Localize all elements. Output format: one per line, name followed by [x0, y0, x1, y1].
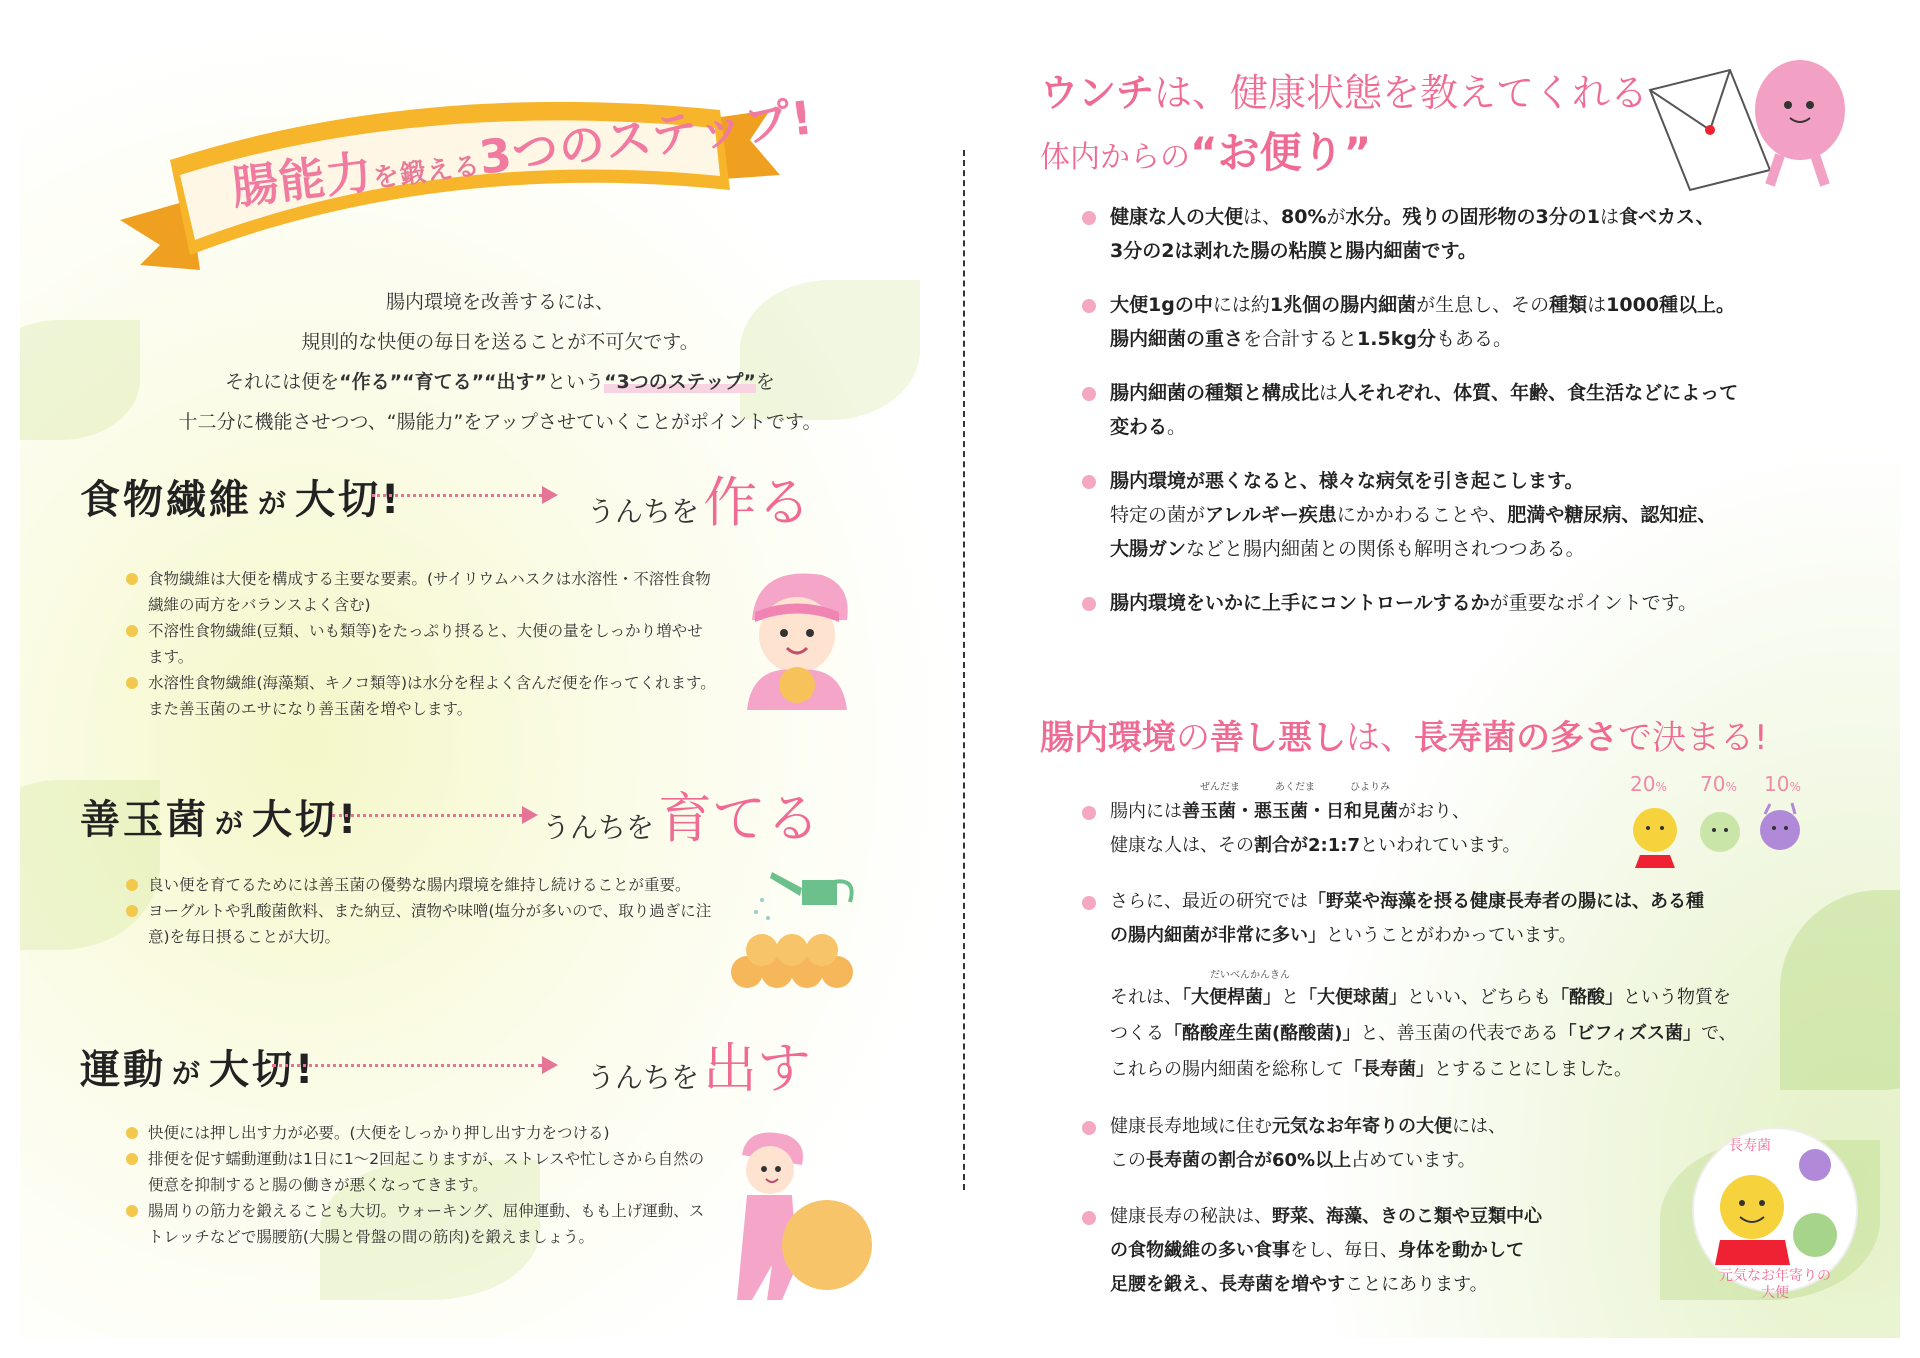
fact-bold: 腸内細菌の種類と構成比 — [1110, 382, 1320, 404]
character-with-letter-icon — [1640, 50, 1860, 200]
percent-good — [1630, 772, 1667, 796]
bullet-item: 排便を促す蠕動運動は1日に1〜2回起こりますが、ストレスや忙しさから自然の便意を抑制すると腸の働きが悪くなってきます。 — [126, 1146, 716, 1198]
fact-text: さらに、最近の研究では — [1110, 891, 1308, 912]
fact-item — [1082, 464, 1882, 566]
fact-bold: の腸内細菌が非常に多い」 — [1110, 925, 1326, 946]
fact-bold: 人それぞれ、体質、年齢、食生活などによって — [1338, 382, 1739, 404]
fact-text: ことにあります。 — [1345, 1274, 1488, 1295]
fact-item — [1082, 376, 1882, 444]
percent-bad — [1764, 772, 1801, 796]
unchi-big: 作る — [703, 471, 812, 534]
fact-text: には、 — [1452, 1116, 1506, 1137]
fact-text: が生息し、その — [1416, 294, 1550, 316]
unchi-small: うんちを — [587, 1061, 700, 1094]
fact-bold: 肥満や糖尿病、認知症、 — [1507, 504, 1717, 526]
step-title-main: 食物繊維 — [80, 477, 252, 523]
fact-bold: 野菜、海藻、きのこ類や豆類中心 — [1272, 1206, 1542, 1227]
left-panel — [20, 20, 965, 1338]
intro-highlight-underline: “3つのステップ” — [604, 371, 756, 393]
fact-bold: 大便1gの中 — [1110, 294, 1213, 316]
fact-text: つくる — [1110, 1023, 1164, 1044]
step-bullets — [126, 1120, 716, 1250]
unchi-big: 育てる — [658, 787, 821, 850]
dotted-arrow-line — [272, 1064, 542, 1067]
section-title-longevity — [1040, 710, 1768, 759]
fact-bold: 腸内細菌の重さ — [1110, 328, 1244, 350]
intro-line — [120, 362, 880, 402]
section-title-unchi — [1040, 62, 1648, 117]
step-bullets — [126, 872, 716, 950]
percent-value: 20 — [1630, 772, 1656, 796]
fact-bold: 腸内環境が悪くなると、様々な病気を引き起こします。 — [1110, 470, 1584, 492]
unchi-big: 出す — [703, 1037, 812, 1100]
fact-text: 健康長寿の秘訣は、 — [1110, 1206, 1272, 1227]
step-push — [62, 1030, 922, 1330]
intro-line: 十二分に機能させつつ、“腸能力”をアップさせていくことがポイントです。 — [178, 411, 822, 433]
fact-bold: 種類 — [1549, 294, 1588, 316]
title-text: 体内からの — [1040, 140, 1190, 175]
ruby-daiben: だいべんかんきん — [1210, 970, 1290, 981]
fact-bold: 「酪酸産生菌(酪酸菌)」 — [1164, 1023, 1361, 1044]
step-title-tail: 大切! — [209, 1047, 317, 1093]
step-title — [80, 468, 402, 525]
intro-text — [120, 282, 880, 442]
bacteria-list — [1082, 795, 1642, 863]
fact-bold: 1000種以上。 — [1606, 294, 1736, 316]
fact-text: という物質を — [1623, 987, 1731, 1008]
fact-text: といわれています。 — [1359, 835, 1521, 856]
fact-bold: 1兆個の腸内細菌 — [1269, 294, 1417, 316]
step-title-particle: が — [258, 487, 290, 520]
percent-unit: % — [1789, 780, 1801, 794]
step-title-main: 運動 — [80, 1047, 166, 1093]
fact-text: 占めています。 — [1351, 1150, 1476, 1171]
percent-unit: % — [1725, 780, 1737, 794]
bullet-item: 快便には押し出す力が必要。(大便をしっかり押し出す力をつける) — [126, 1120, 716, 1146]
fact-bold: 「野菜や海藻を摂る健康長寿者の腸には、ある種 — [1308, 891, 1704, 912]
title-highlight: 腸内環境 — [1040, 718, 1176, 758]
step-title-main: 善玉菌 — [80, 797, 209, 843]
percent-value: 10 — [1764, 772, 1790, 796]
fact-text: をし、毎日、 — [1290, 1240, 1398, 1261]
intro-text-span: を — [755, 371, 775, 393]
fact-bold: 元気なお年寄りの大便 — [1272, 1116, 1452, 1137]
arrow-head-icon — [542, 1056, 558, 1074]
title-highlight: 善し悪し — [1210, 718, 1346, 758]
fact-text: は — [1599, 206, 1619, 228]
fact-text: などと腸内細菌との関係も解明されつつある。 — [1186, 538, 1585, 560]
intro-highlight: “作る”“育てる”“出す” — [339, 371, 548, 393]
bullet-item: ヨーグルトや乳酸菌飲料、また納豆、漬物や味噌(塩分が多いので、取り過ぎに注意)を毎日摂ることが大切。 — [126, 898, 716, 950]
fact-text: これらの腸内細菌を総称して — [1110, 1059, 1344, 1080]
fact-text: 健康長寿地域に住む — [1110, 1116, 1272, 1137]
fact-text: 。 — [1167, 416, 1187, 438]
bullet-item: 良い便を育てるためには善玉菌の優勢な腸内環境を維持し続けることが重要。 — [126, 872, 716, 898]
fact-bold: 3分の2は剥れた腸の粘膜と腸内細菌です。 — [1110, 240, 1477, 262]
step-title-tail: 大切! — [252, 797, 360, 843]
bullet-item: 水溶性食物繊維(海藻類、キノコ類等)は水分を程よく含んだ便を作ってくれます。また善玉菌のエサになり善玉菌を増やします。 — [126, 670, 716, 722]
fact-bold: 善玉菌・悪玉菌・日和見菌 — [1182, 801, 1398, 822]
bullet-item: 食物繊維は大便を構成する主要な要素。(サイリウムハスクは水溶性・不溶性食物繊維の両方をバランスよく含む) — [126, 566, 716, 618]
fact-item — [1082, 288, 1882, 356]
health-facts-list — [1082, 200, 1882, 620]
ruby-zen: ぜんだま — [1200, 782, 1240, 793]
longevity-explanation — [1110, 980, 1890, 1088]
fact-bold: 身体を動かして — [1398, 1240, 1524, 1261]
fact-text: この — [1110, 1150, 1146, 1171]
fact-text: 健康な人は、その — [1110, 835, 1254, 856]
bacteria-characters-icon — [1620, 800, 1820, 870]
fact-text: を合計すると — [1243, 328, 1358, 350]
research-list — [1082, 885, 1882, 953]
step-title-tail: 大切! — [295, 477, 403, 523]
fact-bold: 長寿菌の割合が60%以上 — [1146, 1150, 1352, 1171]
fact-text: と、善玉菌の代表である — [1360, 1023, 1559, 1044]
step-title-particle: が — [215, 807, 247, 840]
fact-bold: 水分。残りの固形物の3分の1 — [1345, 206, 1600, 228]
explanation-line — [1110, 980, 1890, 1016]
fact-text: が重要なポイントです。 — [1489, 592, 1698, 614]
fact-text: には約 — [1212, 294, 1270, 316]
fact-text: が — [1326, 206, 1346, 228]
fact-text: といい、どちらも — [1407, 987, 1551, 1008]
character-holding-ball-icon — [727, 560, 867, 710]
watering-can-icon — [722, 860, 872, 1000]
intro-text-span: それには便を — [225, 371, 340, 393]
character-pushing-ball-icon — [722, 1125, 872, 1305]
title-highlight: “お便り” — [1190, 128, 1372, 177]
fact-text: 腸内には — [1110, 801, 1182, 822]
fact-bold: 80% — [1281, 206, 1327, 228]
elderly-item — [1082, 1200, 1642, 1302]
unchi-label — [542, 776, 820, 853]
bacteria-item — [1082, 795, 1642, 863]
elderly-item — [1082, 1110, 1642, 1178]
fact-text: で、 — [1701, 1023, 1737, 1044]
title-text: は、 — [1346, 718, 1414, 758]
intro-line: 規則的な快便の毎日を送ることが不可欠です。 — [301, 331, 699, 353]
step-title — [80, 788, 359, 845]
title-text: で決まる! — [1618, 718, 1768, 758]
elderly-list — [1082, 1110, 1642, 1302]
arrow-head-icon — [542, 486, 558, 504]
title-text: は、健康状態を教えてくれる — [1154, 71, 1649, 115]
fact-bold: 大腸ガン — [1110, 538, 1187, 560]
fact-bold: 食べカス、 — [1619, 206, 1715, 228]
fact-text: は — [1319, 382, 1339, 404]
circle-caption-bottom — [1700, 1268, 1850, 1302]
arrow-head-icon — [522, 806, 538, 824]
fact-bold: アレルギー疾患 — [1205, 504, 1337, 526]
title-highlight: 長寿菌の多さ — [1414, 718, 1618, 758]
section-subtitle-letter — [1040, 120, 1371, 180]
fact-text: とすることにしました。 — [1434, 1059, 1632, 1080]
fact-bold: 健康な人の大便 — [1110, 206, 1244, 228]
step-grow — [62, 780, 922, 1010]
fact-item — [1082, 200, 1882, 268]
fact-item — [1082, 586, 1882, 620]
fact-bold: 割合が2:1:7 — [1254, 835, 1360, 856]
fact-text: は、 — [1243, 206, 1282, 228]
banner-part1: 腸能力 — [229, 144, 376, 216]
unchi-label — [587, 1026, 811, 1103]
circle-caption-line: 大便 — [1761, 1285, 1789, 1301]
fact-text: は — [1587, 294, 1607, 316]
unchi-small: うんちを — [542, 811, 655, 844]
fact-bold: 1.5kg分 — [1357, 328, 1436, 350]
fact-text: 特定の菌が — [1110, 504, 1206, 526]
explanation-line — [1110, 1016, 1890, 1052]
page-divider — [963, 150, 965, 1190]
research-item — [1082, 885, 1882, 953]
title-text: の — [1176, 718, 1210, 758]
fact-bold: 「大便球菌」 — [1299, 987, 1407, 1008]
step-title-particle: が — [172, 1057, 204, 1090]
circle-caption-line: 元気なお年寄りの — [1719, 1268, 1831, 1284]
percent-value: 70 — [1700, 772, 1726, 796]
fact-bold: 「ビフィズス菌」 — [1558, 1023, 1702, 1044]
fact-text: もある。 — [1435, 328, 1512, 350]
step-bullets — [126, 566, 716, 722]
percent-unit: % — [1655, 780, 1667, 794]
title-highlight: ウンチ — [1040, 71, 1155, 115]
fact-text: ということがわかっています。 — [1326, 925, 1577, 946]
banner-part2: を鍛える — [371, 150, 483, 194]
fact-text: と — [1281, 987, 1299, 1008]
percent-neutral — [1700, 772, 1737, 796]
fact-text: にかかわることや、 — [1336, 504, 1508, 526]
unchi-small: うんちを — [587, 495, 700, 528]
step-make — [62, 460, 922, 780]
fact-bold: 変わる — [1110, 416, 1168, 438]
intro-text-span: という — [547, 371, 605, 393]
ruby-aku: あくだま — [1275, 782, 1315, 793]
fact-text: がおり、 — [1398, 801, 1470, 822]
ruby-hiyo: ひよりみ — [1350, 782, 1390, 793]
fact-bold: 「長寿菌」 — [1344, 1059, 1434, 1080]
banner-part3: 3つのステップ! — [476, 90, 817, 185]
fact-bold: 「酪酸」 — [1551, 987, 1623, 1008]
fact-bold: の食物繊維の多い食事 — [1110, 1240, 1290, 1261]
intro-line: 腸内環境を改善するには、 — [385, 291, 614, 313]
right-panel — [1000, 20, 1900, 1338]
bullet-item: 不溶性食物繊維(豆類、いも類等)をたっぷり摂ると、大便の量をしっかり増やせます。 — [126, 618, 716, 670]
explanation-line — [1110, 1052, 1890, 1088]
circle-caption-top: 長寿菌 — [1729, 1138, 1771, 1154]
dotted-arrow-line — [372, 494, 542, 497]
fact-text: それは、 — [1110, 987, 1182, 1008]
bullet-item: 腸周りの筋力を鍛えることも大切。ウォーキング、屈伸運動、もも上げ運動、ストレッチなどで腸腰筋(大腸と骨盤の間の筋肉)を鍛えましょう。 — [126, 1198, 716, 1250]
fact-bold: 「大便桿菌」 — [1182, 987, 1281, 1008]
fact-bold: 腸内環境をいかに上手にコントロールするか — [1110, 592, 1490, 614]
unchi-label — [587, 460, 811, 537]
dotted-arrow-line — [332, 814, 522, 817]
fact-bold: 足腰を鍛え、長寿菌を増やす — [1110, 1274, 1346, 1295]
